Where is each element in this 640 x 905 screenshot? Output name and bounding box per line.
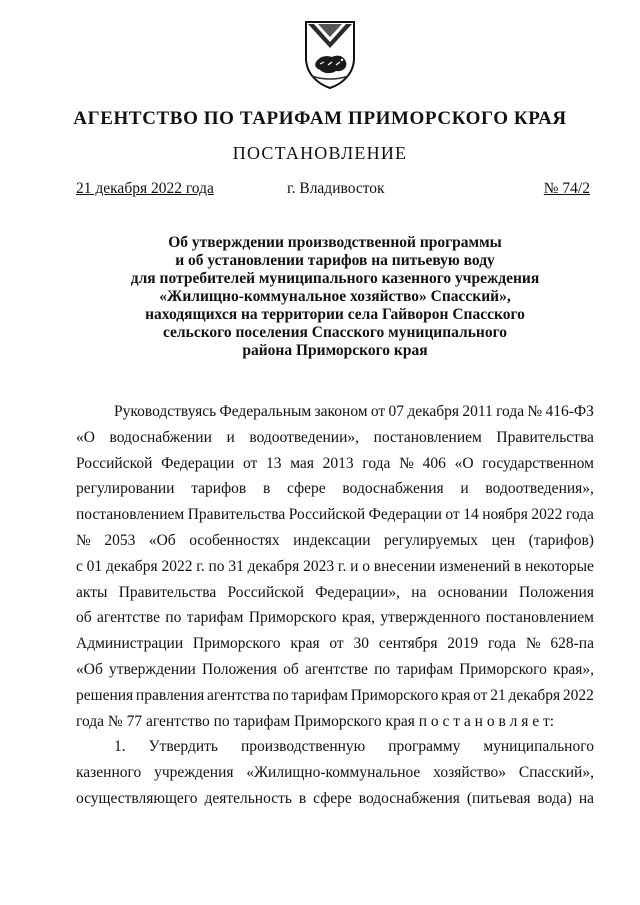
- body-word: тарифам: [291, 686, 348, 704]
- body-word: акты: [76, 583, 108, 601]
- body-word: 1.: [114, 738, 126, 756]
- body-word: 31: [228, 557, 244, 575]
- body-word: «Об: [76, 660, 103, 678]
- body-word: осуществляющего: [76, 789, 198, 807]
- body-word: по: [272, 686, 289, 704]
- body-word: некоторые: [525, 557, 594, 575]
- body-word: хозяйство»: [433, 764, 507, 782]
- body-word: регулировании: [76, 480, 175, 498]
- body-word: от: [329, 635, 344, 653]
- body-word: водоснабжения: [342, 480, 444, 498]
- body-line: [76, 502, 594, 528]
- body-word: внесении: [373, 557, 436, 575]
- document-date: 21 декабря 2022 года: [76, 180, 214, 197]
- body-line: [76, 734, 594, 760]
- body-word: декабря: [508, 686, 561, 704]
- body-word: Администрации: [76, 635, 184, 653]
- body-word: г.: [337, 557, 347, 575]
- body-word: казенного: [76, 764, 142, 782]
- body-word: агентстве: [97, 609, 160, 627]
- body-word: 2023: [303, 557, 335, 575]
- body-word: тарифам: [396, 660, 454, 678]
- body-word: по: [374, 660, 391, 678]
- body-word: и: [350, 557, 359, 575]
- body-word: 2011: [462, 403, 493, 420]
- body-word: Российской: [76, 454, 153, 472]
- title-line: и об установлении тарифов на питьевую воду: [175, 252, 495, 269]
- body-word: года: [565, 506, 594, 524]
- body-word: по: [208, 557, 225, 575]
- agency-name: АГЕНТСТВО ПО ТАРИФАМ ПРИМОРСКОГО КРАЯ: [73, 108, 567, 129]
- body-word: правления: [135, 686, 205, 704]
- body-line: [76, 476, 594, 502]
- body-word: ноября: [482, 506, 528, 524]
- body-word: изменений: [439, 557, 511, 575]
- body-word: законом: [314, 403, 368, 420]
- body-word: с: [76, 557, 83, 575]
- document-body: [76, 399, 594, 812]
- document-type: ПОСТАНОВЛЕНИЕ: [232, 143, 408, 163]
- body-word: 628-па: [550, 635, 594, 653]
- body-line: [76, 451, 594, 477]
- document-title: [80, 234, 590, 360]
- body-word: водоотведении»,: [249, 428, 360, 446]
- body-word: в: [514, 557, 522, 575]
- body-word: Правительства: [118, 583, 217, 601]
- body-word: регулируемых: [384, 531, 479, 549]
- title-line: для потребителей муниципального казенного учреждения: [130, 270, 540, 287]
- body-word: 416-ФЗ: [545, 403, 594, 420]
- body-word: края: [290, 635, 320, 653]
- body-word: 2022: [531, 506, 563, 524]
- body-word: (питьевая: [466, 789, 531, 807]
- body-word: об: [283, 660, 299, 678]
- document-number: № 74/2: [543, 180, 590, 197]
- body-word: 2013: [322, 454, 354, 472]
- body-word: 13: [266, 454, 282, 472]
- body-word: №: [399, 454, 414, 472]
- body-word: в: [298, 789, 307, 807]
- title-line: находящихся на территории села Гайворон Спасского: [145, 306, 525, 323]
- body-word: от: [243, 454, 258, 472]
- body-line: [76, 554, 594, 580]
- body-line: [76, 631, 594, 657]
- body-word: 30: [353, 635, 369, 653]
- body-line: [76, 425, 594, 451]
- body-line: [76, 399, 594, 425]
- body-word: Спасский»,: [518, 764, 594, 782]
- body-line: [76, 657, 594, 683]
- document-meta-row: [76, 180, 590, 200]
- body-word: года: [362, 454, 391, 472]
- body-word: Приморского: [459, 660, 547, 678]
- body-word: Приморского: [248, 609, 337, 627]
- body-word: по: [165, 609, 182, 627]
- body-word: 07: [388, 403, 405, 420]
- body-word: 2019: [447, 635, 479, 653]
- body-word: 21: [490, 686, 506, 704]
- body-word: решения: [76, 686, 134, 704]
- body-word: постановлением: [373, 428, 482, 446]
- body-line: [76, 786, 594, 812]
- body-word: производственную: [240, 738, 366, 756]
- body-line: [76, 683, 594, 709]
- body-word: водоотведения»,: [485, 480, 594, 498]
- title-line: Об утверждении производственной программы: [168, 234, 502, 251]
- body-word: Федерации: [368, 506, 442, 524]
- title-line: района Приморского края: [242, 342, 428, 359]
- body-word: водоснабжения: [358, 789, 460, 807]
- body-word: №: [525, 635, 541, 653]
- body-word: тарифам: [186, 609, 244, 627]
- body-line: года № 77 агентство по тарифам Приморского края п о с т а н о в л я е т:: [76, 712, 555, 730]
- body-word: №: [527, 403, 543, 420]
- body-word: Утвердить: [148, 738, 219, 756]
- body-word: Федерации»,: [315, 583, 401, 601]
- body-word: от: [473, 686, 488, 704]
- body-word: Руководствуясь: [114, 403, 217, 420]
- body-word: сфере: [287, 480, 326, 498]
- body-word: края,: [341, 609, 376, 627]
- body-word: от: [370, 403, 386, 420]
- title-line: «Жилищно-коммунальное хозяйство» Спасский»,: [159, 288, 511, 305]
- body-word: 2022: [562, 686, 594, 704]
- body-line: [76, 580, 594, 606]
- body-word: муниципального: [483, 738, 594, 756]
- body-word: от: [445, 506, 460, 524]
- body-word: утверждении: [109, 660, 196, 678]
- coat-of-arms-emblem: [302, 18, 358, 90]
- body-word: Федерации: [161, 454, 235, 472]
- body-word: 2022: [161, 557, 193, 575]
- body-word: и: [226, 428, 235, 446]
- body-word: 2053: [104, 531, 136, 549]
- body-word: Российской: [288, 506, 366, 524]
- body-word: на: [578, 789, 594, 807]
- body-word: цен: [491, 531, 516, 549]
- body-word: агентстве: [305, 660, 368, 678]
- body-word: постановлением: [76, 506, 185, 524]
- body-word: «О: [76, 428, 95, 446]
- body-word: мая: [290, 454, 314, 472]
- body-word: учреждения: [154, 764, 234, 782]
- body-word: 14: [463, 506, 479, 524]
- title-line: сельского поселения Спасского муниципального: [162, 324, 507, 341]
- body-word: края: [441, 686, 471, 704]
- body-word: Российской: [227, 583, 304, 601]
- body-word: утвержденного: [380, 609, 481, 627]
- body-word: «О: [454, 454, 474, 472]
- body-word: 406: [422, 454, 446, 472]
- body-word: на: [411, 583, 427, 601]
- body-word: Правительства: [187, 506, 286, 524]
- body-line: [76, 528, 594, 554]
- body-word: постановлением: [485, 609, 594, 627]
- body-word: (тарифов): [528, 531, 594, 549]
- body-word: и: [460, 480, 469, 498]
- body-word: «Об: [148, 531, 176, 549]
- body-word: деятельность: [204, 789, 292, 807]
- body-word: Положения: [519, 583, 594, 601]
- body-word: Положения: [202, 660, 277, 678]
- body-line: [76, 605, 594, 631]
- body-word: года: [488, 635, 517, 653]
- body-word: о: [362, 557, 370, 575]
- body-word: вода): [537, 789, 572, 807]
- body-word: края»,: [553, 660, 594, 678]
- body-word: сфере: [313, 789, 352, 807]
- body-word: программу: [388, 738, 461, 756]
- body-word: декабря: [407, 403, 460, 420]
- body-word: декабря: [105, 557, 158, 575]
- body-word: основании: [437, 583, 508, 601]
- body-word: государственном: [482, 454, 594, 472]
- body-word: «Жилищно-коммунальное: [246, 764, 421, 782]
- body-word: Приморского: [192, 635, 281, 653]
- body-word: водоснабжении: [109, 428, 212, 446]
- body-word: особенностях: [189, 531, 280, 549]
- body-word: Правительства: [496, 428, 594, 446]
- body-word: в: [262, 480, 271, 498]
- body-word: 01: [86, 557, 103, 575]
- body-word: декабря: [247, 557, 300, 575]
- body-word: агентства: [207, 686, 270, 704]
- document-city: г. Владивосток: [287, 180, 385, 197]
- body-word: Приморского: [350, 686, 439, 704]
- body-word: года: [496, 403, 525, 420]
- body-word: индексации: [293, 531, 371, 549]
- body-word: №: [76, 531, 91, 549]
- body-word: тарифов: [191, 480, 247, 498]
- body-word: Федеральным: [219, 403, 312, 420]
- body-word: г.: [196, 557, 205, 575]
- body-word: сентября: [378, 635, 438, 653]
- body-word: об: [76, 609, 92, 627]
- body-line: [76, 760, 594, 786]
